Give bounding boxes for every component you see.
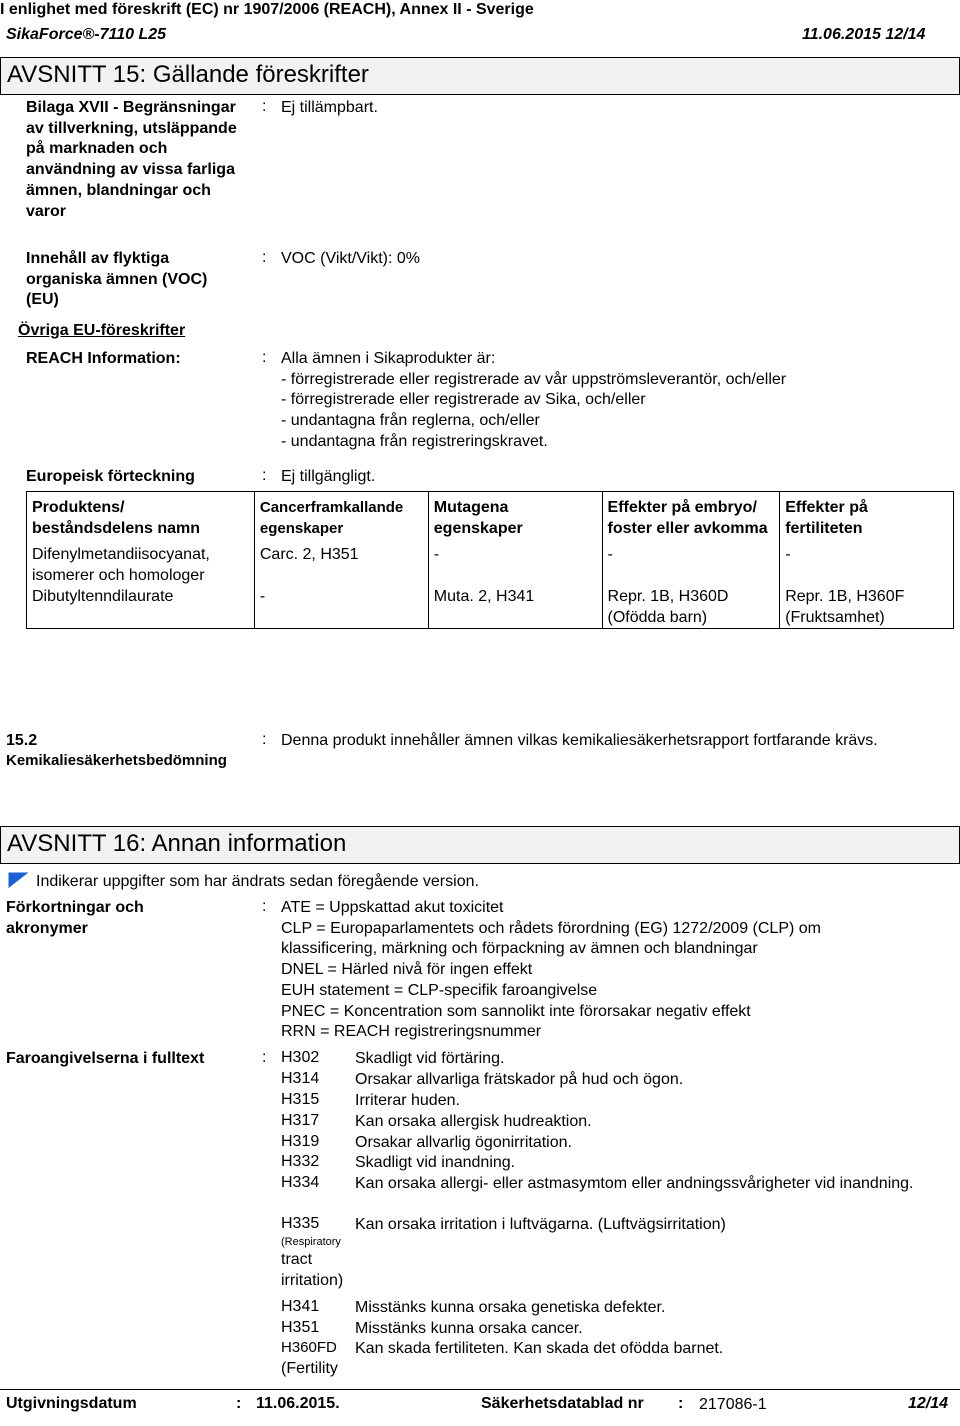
hazard-code: H360FD [281, 1339, 337, 1356]
assessment-value: Denna produkt innehåller ämnen vilkas kemikaliesäkerhetsrapport fortfarande krävs. [281, 732, 878, 749]
reach-line: - undantagna från registreringskravet. [281, 432, 548, 450]
european-inventory-value: Ej tillgängligt. [281, 468, 376, 485]
hazard-text: Kan orsaka allergi- eller astmasymtom eller andningssvårigheter vid inandning. [355, 1175, 914, 1192]
header-date-page: 11.06.2015 12/14 [802, 26, 926, 43]
abbreviations-list [281, 898, 821, 1043]
hazard-text: Misstänks kunna orsaka cancer. [355, 1320, 583, 1337]
section-16-title: AVSNITT 16: Annan information [7, 830, 347, 857]
issue-date-label: Utgivningsdatum [6, 1395, 137, 1412]
reach-line: - förregistrerade eller registrerade av Sika, och/eller [281, 391, 646, 409]
reach-line: - undantagna från reglerna, och/eller [281, 412, 540, 430]
abbreviation-line: EUH statement = CLP-specifik faroangivelse [281, 981, 598, 999]
table-cell: Muta. 2, H341 [428, 587, 602, 629]
table-cell: - [254, 587, 428, 629]
hazard-text: Misstänks kunna orsaka genetiska defekter. [355, 1299, 666, 1316]
table-cell: - [602, 545, 780, 586]
abbreviation-line: PNEC = Koncentration som sannolikt inte förorsakar negativ effekt [281, 1002, 751, 1020]
section-15-header [0, 57, 960, 95]
hazard-code-note: (Respiratory [281, 1236, 341, 1248]
footer-page-number: 12/14 [908, 1395, 949, 1412]
table-cell: - [428, 545, 602, 586]
table-cell: Dibutyltenndilaurate [27, 587, 255, 629]
table-cell: Difenylmetandiisocyanat, isomerer och homologer [27, 545, 255, 586]
hazard-code: H332 [281, 1153, 320, 1170]
annex-xvii-value: Ej tillämpbart. [281, 99, 378, 116]
hazard-colon: : [262, 1049, 267, 1066]
product-name: SikaForce®-7110 L25 [6, 26, 167, 43]
section-16-header [0, 826, 960, 864]
hazard-text: Orsakar allvarlig ögonirritation. [355, 1134, 572, 1151]
other-eu-regulations-label: Övriga EU-föreskrifter [18, 322, 186, 339]
reach-colon: : [262, 349, 267, 366]
table-cell: Repr. 1B, H360D (Ofödda barn) [602, 587, 780, 629]
hazard-text: Orsakar allvarliga frätskador på hud och ögon. [355, 1071, 684, 1088]
col-header-name: Produktens/ beståndsdelens namn [27, 492, 255, 546]
table-cell: - [780, 545, 954, 586]
reach-information-label: REACH Information: [26, 350, 181, 367]
sds-number-value: 217086-1 [699, 1396, 767, 1413]
hazard-code: H315 [281, 1091, 320, 1108]
hazard-text: Kan orsaka allergisk hudreaktion. [355, 1113, 592, 1130]
hazard-text: Irriterar huden. [355, 1092, 460, 1109]
hazard-code: H341 [281, 1298, 320, 1315]
assessment-colon: : [262, 731, 267, 748]
document-header-title: I enlighet med föreskrift (EC) nr 1907/2006 (REACH), Annex II - Sverige [0, 1, 534, 18]
hazard-code-note: tract irritation) [281, 1251, 344, 1289]
table-cell: Carc. 2, H351 [254, 545, 428, 586]
assessment-number: 15.2 [6, 732, 38, 749]
hazard-code: H314 [281, 1070, 320, 1087]
hazard-code: H351 [281, 1319, 320, 1336]
reach-line: Alla ämnen i Sikaprodukter är: [281, 350, 496, 367]
hazard-statements-label: Faroangivelserna i fulltext [6, 1050, 205, 1067]
voc-colon: : [262, 249, 267, 266]
col-header-carcinogenic: Cancerframkallande egenskaper [254, 492, 428, 546]
col-header-embryo: Effekter på embryo/ foster eller avkomma [602, 492, 780, 546]
section-15-title: AVSNITT 15: Gällande föreskrifter [7, 61, 369, 88]
reach-line: - förregistrerade eller registrerade av vår uppströmsleverantör, och/eller [281, 370, 787, 388]
change-marker-icon [8, 872, 28, 888]
abbreviation-line: DNEL = Härled nivå för ingen effekt [281, 961, 533, 979]
abbreviation-line: RRN = REACH registreringsnummer [281, 1023, 542, 1041]
sds-number-label: Säkerhetsdatablad nr [481, 1395, 644, 1412]
reach-information-value [281, 349, 786, 453]
hazard-code: H302 [281, 1049, 320, 1066]
abbreviations-colon: : [262, 898, 267, 915]
european-inventory-label: Europeisk förteckning [26, 468, 195, 485]
annex-xvii-label: Bilaga XVII - Begränsningar av tillverkning, utsläppande på marknaden och användning av vissa farliga ämnen, blandningar och varor [26, 99, 237, 220]
footer-divider [0, 1389, 960, 1390]
table-row [27, 545, 954, 586]
european-colon: : [262, 467, 267, 484]
abbreviations-label: Förkortningar och akronymer [6, 899, 144, 937]
col-header-mutagenic: Mutagena egenskaper [428, 492, 602, 546]
annex-colon: : [262, 98, 267, 115]
assessment-label: Kemikaliesäkerhetsbedömning [6, 752, 227, 769]
hazard-text: Skadligt vid förtäring. [355, 1050, 505, 1067]
hazard-text: Kan orsaka irritation i luftvägarna. (Luftvägsirritation) [355, 1216, 726, 1233]
voc-value: VOC (Vikt/Vikt): 0% [281, 250, 420, 267]
hazard-text: Skadligt vid inandning. [355, 1154, 516, 1171]
changed-data-note: Indikerar uppgifter som har ändrats sedan föregående version. [36, 873, 479, 890]
table-cell: Repr. 1B, H360F (Fruktsamhet) [780, 587, 954, 629]
abbreviation-line: ATE = Uppskattad akut toxicitet [281, 899, 504, 916]
hazard-code: H334 [281, 1174, 320, 1191]
hazard-code: H335 [281, 1215, 320, 1232]
sds-number-colon: : [678, 1395, 684, 1412]
hazard-code: H317 [281, 1112, 320, 1129]
abbreviation-line: CLP = Europaparlamentets och rådets förordning (EG) 1272/2009 (CLP) om [281, 919, 821, 937]
issue-date-value: 11.06.2015. [256, 1395, 340, 1412]
table-row [27, 587, 954, 629]
table-header-row [27, 492, 954, 546]
issue-date-colon: : [236, 1395, 242, 1412]
voc-label: Innehåll av flyktiga organiska ämnen (VOC) (EU) [26, 250, 208, 309]
hazard-code-note: (Fertility [281, 1360, 338, 1377]
abbreviation-line: klassificering, märkning och förpackning av ämnen och blandningar [281, 940, 758, 958]
hazard-text: Kan skada fertiliteten. Kan skada det ofödda barnet. [355, 1340, 724, 1357]
substance-properties-table [26, 491, 954, 629]
col-header-fertility: Effekter på fertiliteten [780, 492, 954, 546]
hazard-code: H319 [281, 1133, 320, 1150]
